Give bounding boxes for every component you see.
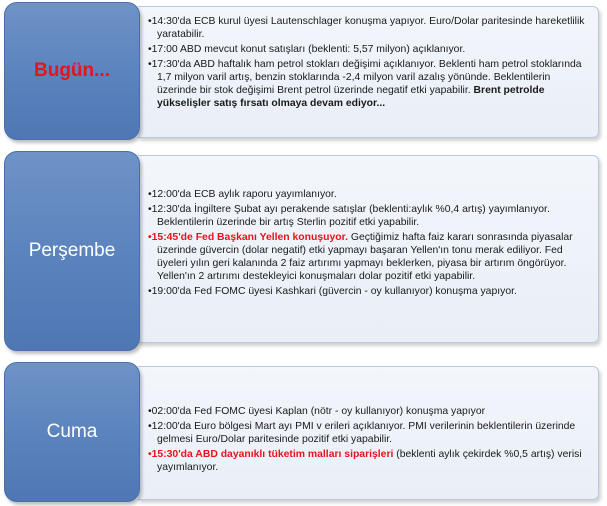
friday-item-1: •02:00'da Fed FOMC üyesi Kaplan (nötr - oy kullanıyor) konuşma yapıyor [148,406,486,417]
today-item-3-bold: Brent petrolde yükselişler satış fırsatı olmaya devam ediyor... [157,85,545,109]
thursday-content [138,155,599,343]
today-content [138,6,599,138]
today-item-2: •17:00 ABD mevcut konut satışları (beklenti: 5,57 milyon) açıklanıyor. [148,44,466,55]
today-label: Bugün... [34,60,110,81]
today-item-1: •14:30'da ECB kurul üyesi Lautenschlager konuşma yapıyor. Euro/Dolar paritesinde hareketlilik yaratabilir. [148,16,585,40]
friday-content [138,366,599,500]
thursday-item-4: •19:00'da Fed FOMC üyesi Kashkari (güvercin - oy kullanıyor) konuşma yapıyor. [148,286,517,297]
thursday-item-3-highlight: •15:45'de Fed Başkanı Yellen konuşuyor. [148,232,348,243]
thursday-item-1: •12:00'da ECB aylık raporu yayımlanıyor. [148,189,337,200]
thursday-item-3: •15:45'de Fed Başkanı Yellen konuşuyor. Geçtiğimiz hafta faiz kararı sonrasında piyasalar üzerinde güvercin (dolar negatif) etki yapmayı başaran Yellen'ın tonu merak ediliyor. Fed üyeleri yılın geri kalanında 2 faiz artırımı yapmayı beklerken, piyasa bir artırım öngörüyor. Yellen'ın 2 artırımı destekleyici konuşmaları dolar pozitif etki yapabilir. [148,232,573,282]
thursday-label-box [4,151,140,351]
row-thursday [0,150,607,350]
row-friday [0,360,607,506]
thursday-label: Perşembe [28,240,116,261]
friday-item-3-highlight: •15:30'da ABD dayanıklı tüketim malları siparişleri [148,449,394,460]
friday-item-3: •15:30'da ABD dayanıklı tüketim malları siparişleri (beklenti aylık çekirdek %0,5 artış) verisi yayımlanıyor. [148,449,582,473]
friday-label: Cuma [46,421,98,442]
friday-label-box [4,362,140,502]
row-today [0,0,607,140]
today-label-box [4,2,140,140]
friday-item-2: •12:00'da Euro bölgesi Mart ayı PMI v erileri açıklanıyor. PMI verilerinin beklentilerin üzerinde gelmesi Euro/Dolar paritesinde pozitif etki yapabilir. [148,421,576,445]
thursday-item-2: •12:30'da İngiltere Şubat ayı perakende satışlar (beklenti:aylık %0,4 artış) yayımlanıyor. Beklentilerin üzerinde bir artış Sterlin pozitif etki yapabilir. [148,204,550,228]
today-item-3: •17:30'da ABD haftalık ham petrol stokları değişimi açıklanıyor. Beklenti ham petrol stoklarında 1,7 milyon varil artış, benzin stoklarında -2,4 milyon varil azalış yönünde. Beklentilerin üzerinde bir stok değişimi Brent petrol üzerinde negatif etki yapabilir. Brent petrolde yükselişler satış fırsatı olmaya devam ediyor... [148,59,582,109]
